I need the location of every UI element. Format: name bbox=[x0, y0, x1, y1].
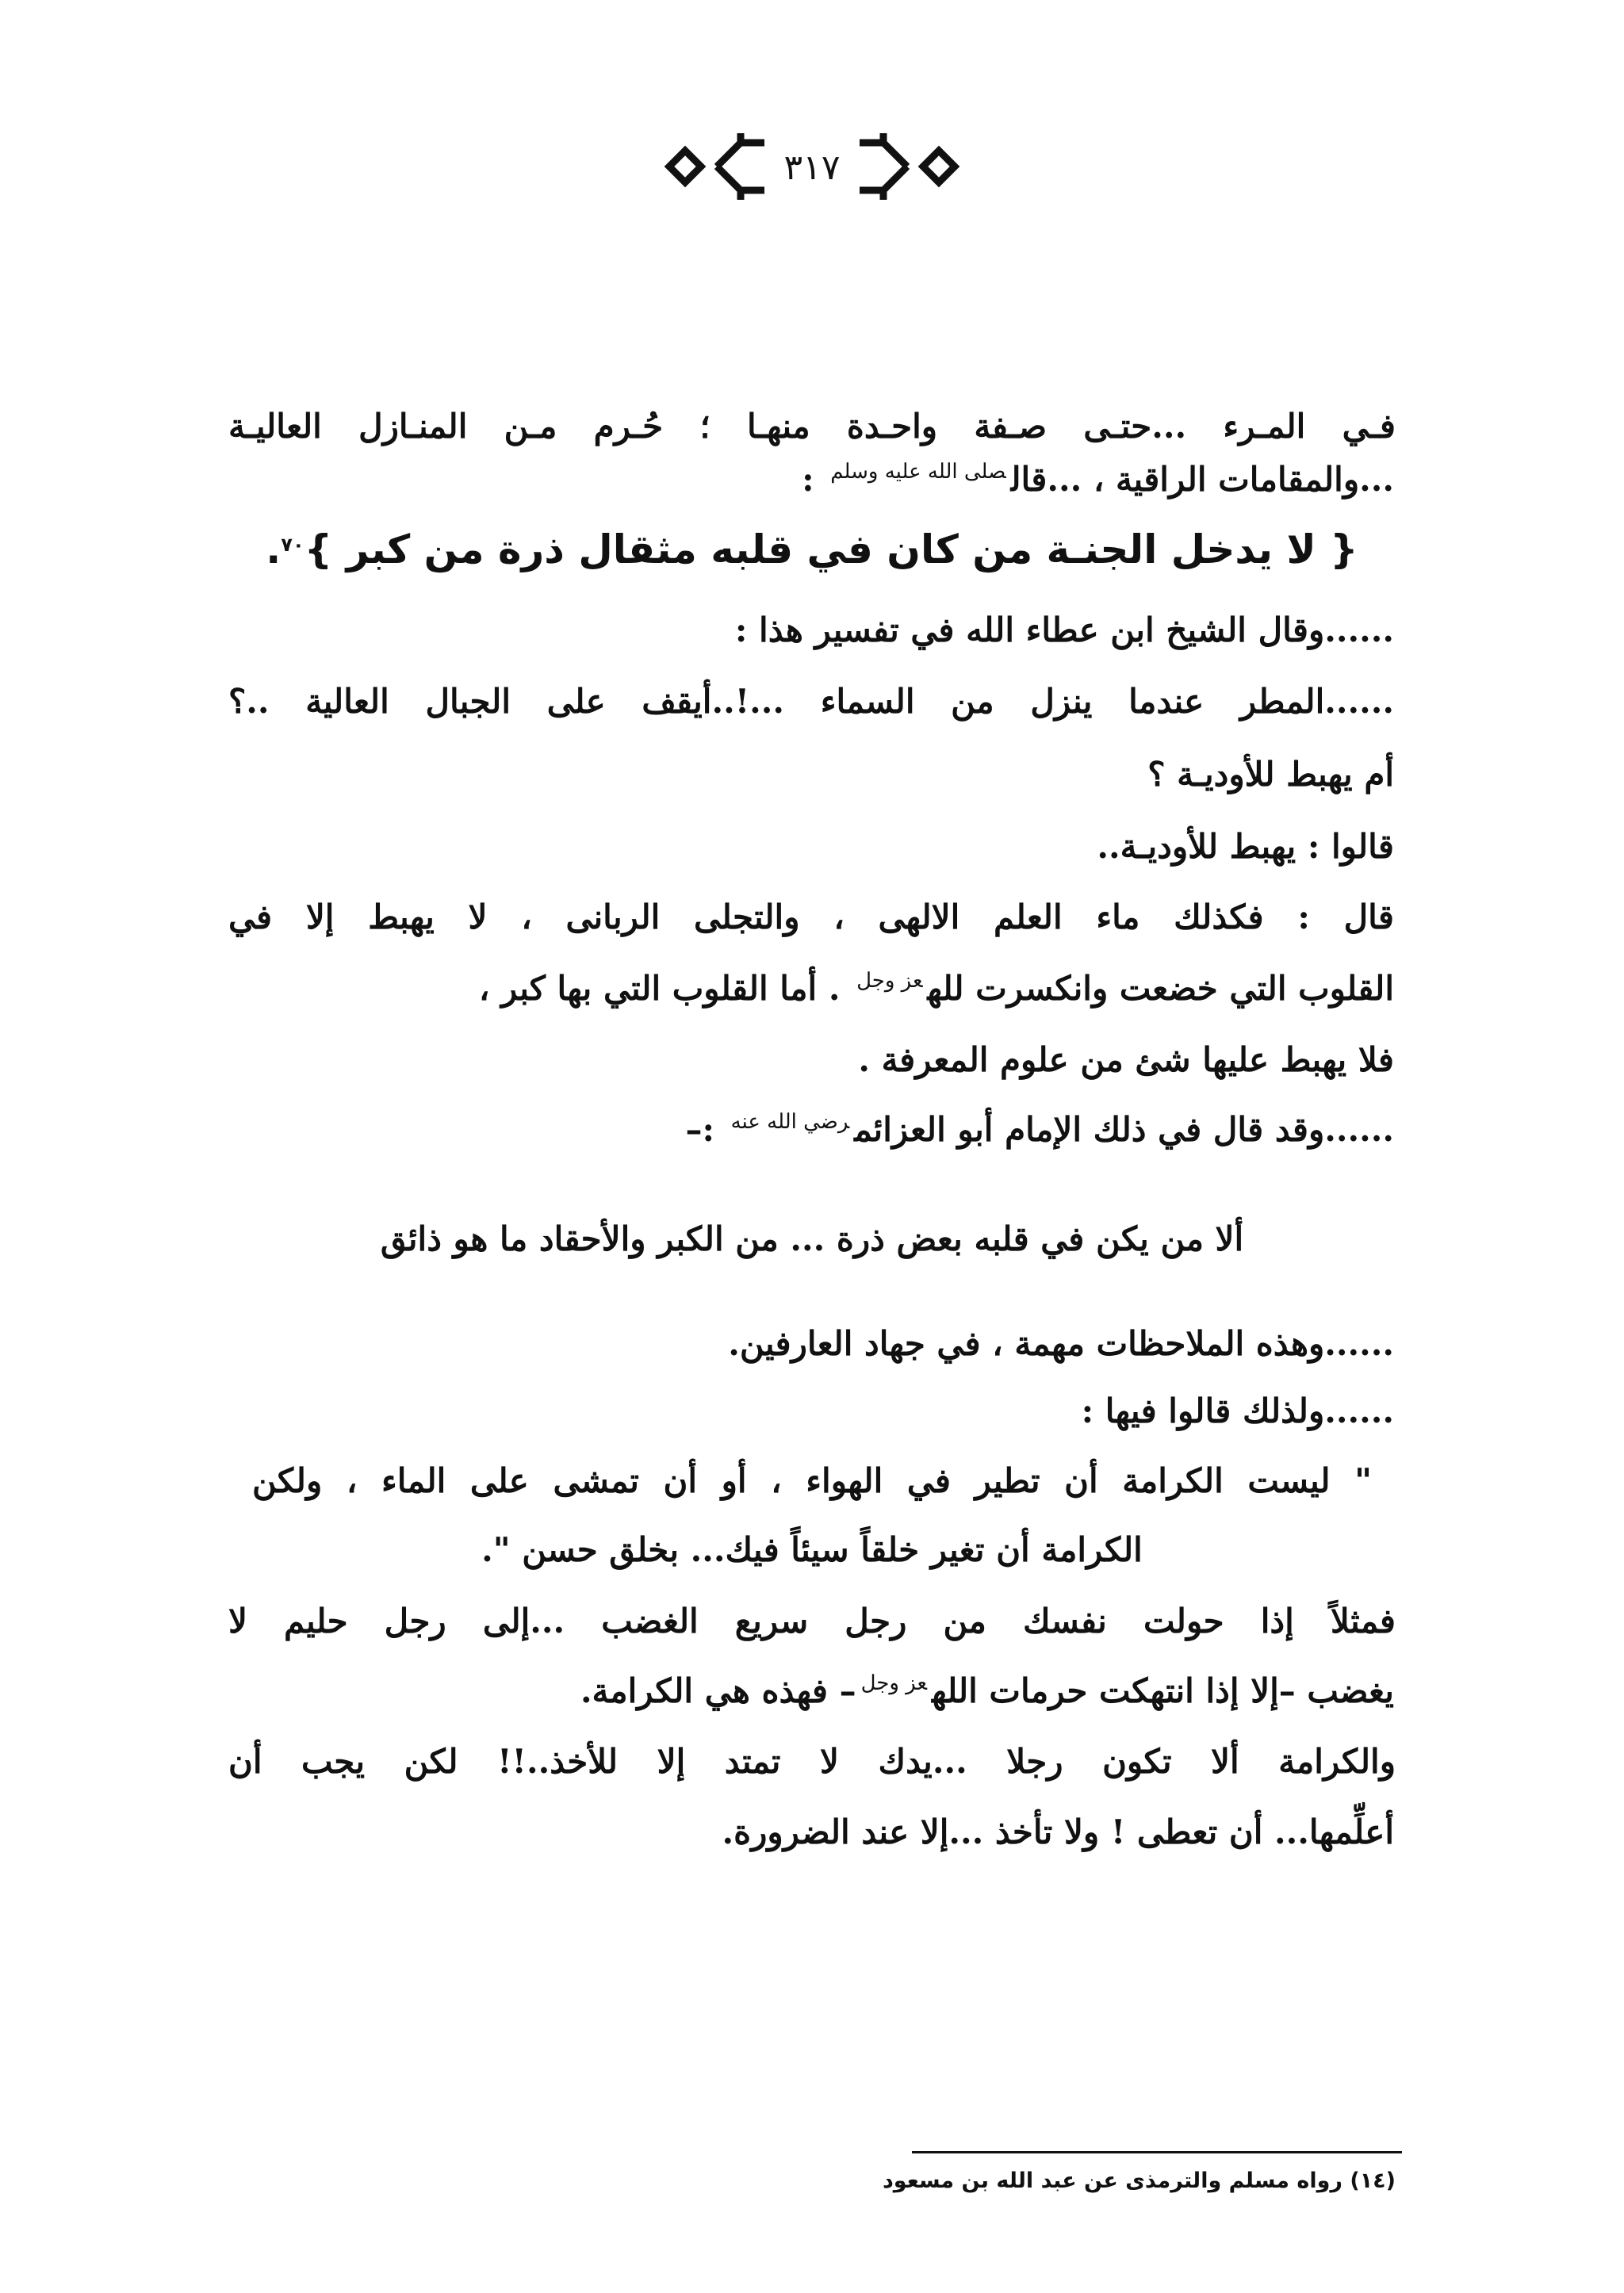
line-19: والكرامة ألا تكون رجلا ...يدك لا تمتد إلا للأخذ..!! لكن يجب أن bbox=[228, 1742, 1396, 1781]
ornament-frame-right-top bbox=[860, 133, 907, 167]
line-11 bbox=[555, 1102, 1394, 1158]
line-2-text: ...والمقامات الراقية ، ...قال bbox=[1010, 460, 1394, 499]
footnote-rule bbox=[912, 2151, 1402, 2153]
line-7: قالوا : يهبط للأوديـة.. bbox=[1097, 827, 1394, 866]
hadith-text: { لا يدخل الجنـة من كان في قلبه مثقال ذرة من كبر } bbox=[304, 526, 1358, 572]
line-11-end: :– bbox=[685, 1110, 714, 1149]
honorific-prophet: صلى الله عليه وسلم bbox=[830, 460, 1006, 484]
ornament-frame-left-bottom bbox=[717, 167, 764, 200]
hadith-note-ref: ٧٠ bbox=[281, 534, 304, 556]
page-number: ٣١٧ bbox=[783, 147, 841, 188]
ornament-diamond-right bbox=[923, 151, 955, 182]
line-18 bbox=[228, 1663, 1394, 1719]
line-11-text: ......وقد قال في ذلك الإمام أبو العزائم bbox=[854, 1110, 1394, 1149]
line-1: فـي المـرء ...حتـى صـفة واحـدة منهـا ؛ حُـرم مـن المنـازل العاليـة bbox=[228, 407, 1396, 446]
footnote: (١٤) رواه مسلم والترمذى عن عبد الله بن مسعود bbox=[882, 2169, 1396, 2193]
line-14: ......ولذلك قالوا فيها : bbox=[1081, 1391, 1394, 1430]
line-18-text: يغضب –إلا إذا انتهكت حرمات الله bbox=[932, 1671, 1394, 1710]
poem-verse: ألا من يكن في قلبه بعض ذرة ... من الكبر والأحقاد ما هو ذائق bbox=[380, 1219, 1244, 1258]
line-20: أعلِّمها... أن تعطى ! ولا تأخذ ...إلا عند الضرورة. bbox=[722, 1813, 1394, 1851]
line-9-tail: . أما القلوب التي بها كبر ، bbox=[478, 969, 841, 1008]
line-5: ......المطر عندما ينزل من السماء ...!..أيقف على الجبال العالية ..؟ bbox=[228, 682, 1394, 721]
line-17: فمثلاً إذا حولت نفسك من رجل سريع الغضب ...إلى رجل حليم لا bbox=[228, 1602, 1396, 1640]
honorific-glorified: عز وجل bbox=[856, 969, 923, 993]
line-4: ......وقال الشيخ ابن عطاء الله في تفسير هذا : bbox=[734, 611, 1394, 649]
ornament-frame-right-bottom bbox=[860, 167, 907, 200]
quote-line-2: الكرامة أن تغير خلقاً سيئاً فيك... بخلق حسن ". bbox=[481, 1530, 1143, 1569]
line-9-text: القلوب التي خضعت وانكسرت لله bbox=[927, 969, 1394, 1008]
ornament-diamond-left bbox=[669, 151, 701, 182]
honorific-glorified-2: عز وجل bbox=[860, 1671, 928, 1695]
line-13: ......وهذه الملاحظات مهمة ، في جهاد العارفين. bbox=[728, 1324, 1394, 1363]
line-18-tail: – فهذه هي الكرامة. bbox=[580, 1671, 856, 1710]
ornament-frame-left-top bbox=[717, 133, 764, 167]
line-2-end: : bbox=[802, 460, 814, 499]
line-9 bbox=[228, 961, 1394, 1016]
line-2 bbox=[555, 452, 1394, 507]
line-6: أم يهبط للأوديـة ؟ bbox=[1147, 755, 1394, 794]
header-ornament bbox=[653, 119, 971, 214]
hadith-end: . bbox=[266, 526, 282, 572]
honorific-radiya: رضي الله عنه bbox=[730, 1110, 850, 1134]
line-10: فلا يهبط عليها شئ من علوم المعرفة . bbox=[858, 1040, 1394, 1079]
hadith-line bbox=[228, 522, 1396, 577]
quote-line-1: " ليست الكرامة أن تطير في الهواء ، أو أن تمشى على الماء ، ولكن bbox=[252, 1461, 1372, 1500]
line-8: قال : فكذلك ماء العلم الالهى ، والتجلى الربانى ، لا يهبط إلا في bbox=[228, 898, 1394, 936]
